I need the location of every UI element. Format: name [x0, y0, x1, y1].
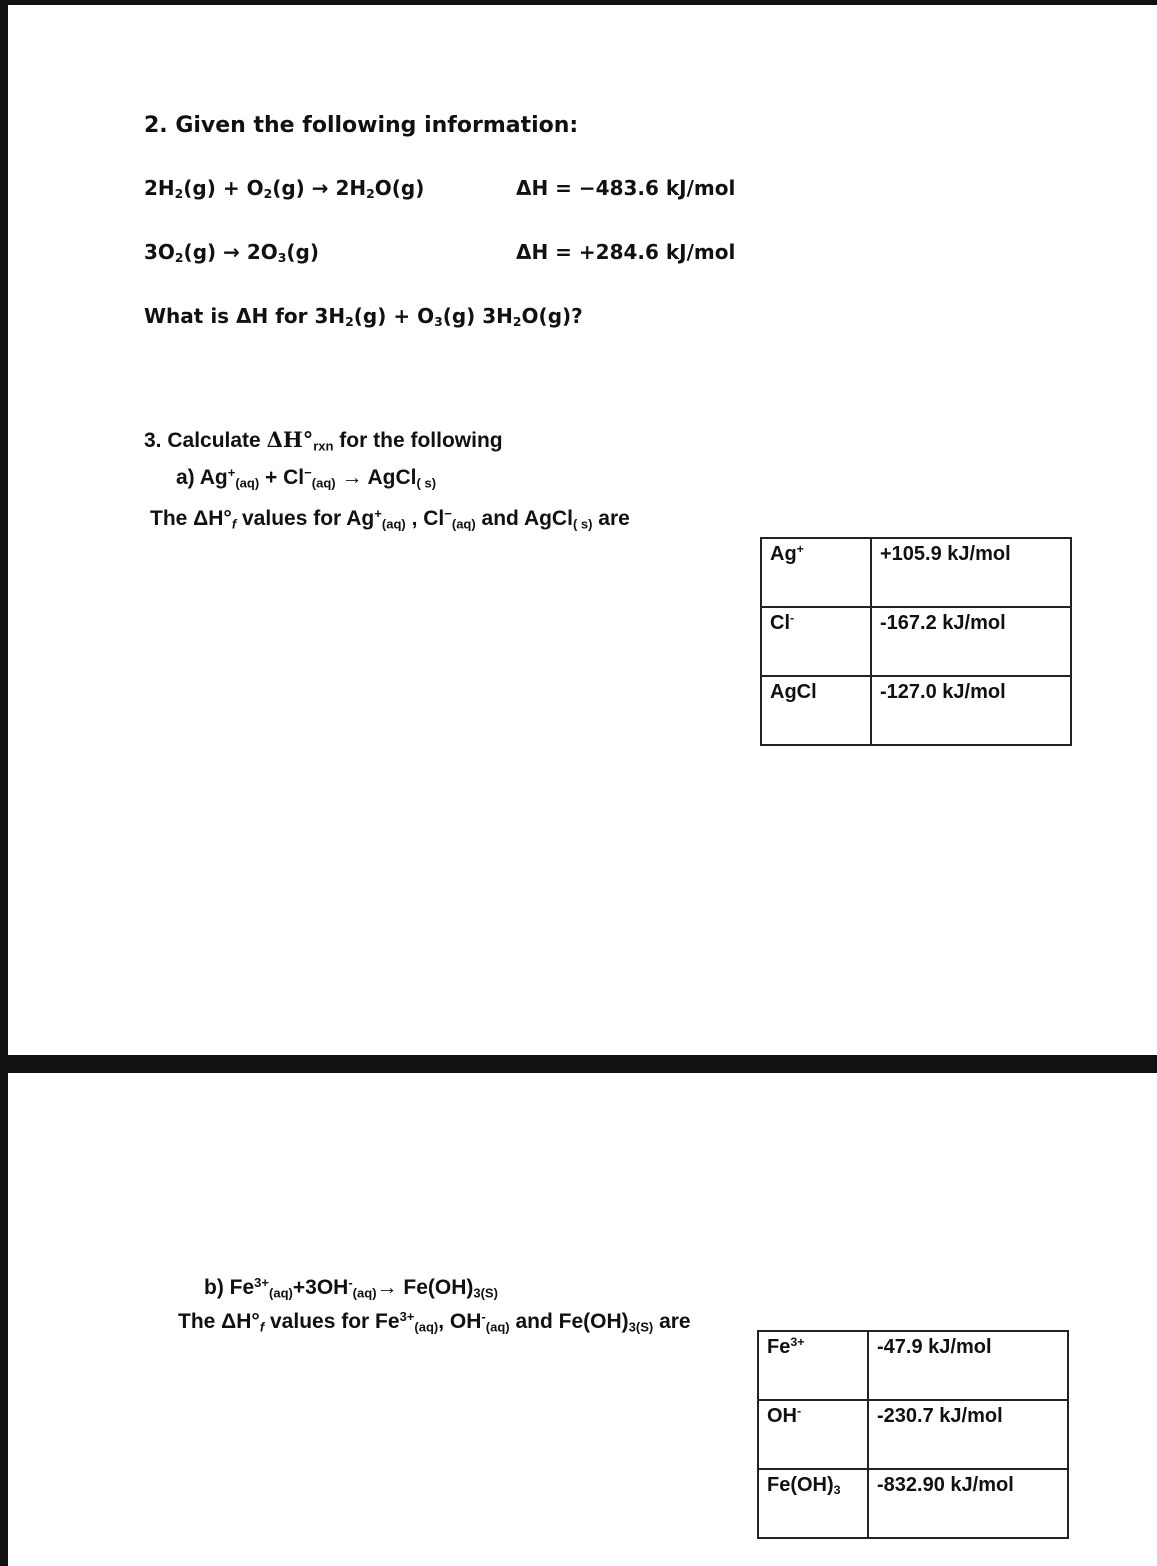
value-cell: -47.9 kJ/mol	[868, 1331, 1068, 1400]
table-row	[761, 538, 1071, 607]
q2-equation-1: $2H_2(g) + O_2(g) \to 2H_2O(g)$	[144, 176, 425, 202]
arrow-icon: →	[335, 466, 368, 489]
species-cell: $Fe(OH)_3$	[758, 1469, 868, 1538]
table-row	[761, 607, 1071, 676]
value-cell: -127.0 kJ/mol	[871, 676, 1071, 745]
table-row	[758, 1331, 1068, 1400]
q3a-reaction: a) $Ag^+_{(aq)} + Cl^-_{(aq)}$ → AgCl$_{( s)}$	[176, 464, 437, 491]
page-divider	[0, 1055, 1157, 1073]
value-cell: -230.7 kJ/mol	[868, 1400, 1068, 1469]
value-cell: -832.90 kJ/mol	[868, 1469, 1068, 1538]
species-cell: Ag+	[761, 538, 871, 607]
q2-question: What is ΔH for $3H_2(g) + O_3(g)$ $3H_2O(g)$?	[144, 304, 583, 330]
left-border-lower	[0, 1073, 8, 1566]
q2-equation-2-enthalpy: ΔH = +284.6 kJ/mol	[516, 240, 736, 264]
species-cell: Cl-	[761, 607, 871, 676]
left-border-upper	[0, 0, 8, 1058]
q3-heading: 3. Calculate $\Delta H^\circ_{rxn}$ for the following	[144, 427, 503, 454]
table-row	[761, 676, 1071, 745]
q3b-reaction: b) $Fe^{3+}_{(aq)}+3OH^-_{(aq)}\to Fe(OH)_{3(S)}$	[204, 1274, 498, 1301]
species-cell: OH-	[758, 1400, 868, 1469]
top-border	[0, 0, 1157, 5]
arrow-icon: →	[311, 176, 329, 200]
q2-heading: 2. Given the following information:	[144, 113, 579, 138]
table-row	[758, 1469, 1068, 1538]
arrow-icon: →	[223, 240, 240, 264]
arrow-icon: →	[376, 1276, 398, 1299]
species-cell: AgCl	[761, 676, 871, 745]
table-row	[758, 1400, 1068, 1469]
species-cell: $Fe^{3+}$	[758, 1331, 868, 1400]
q3b-intro: The $\Delta H^\circ_f$ values for $Fe^{3+}_{(aq)}$, $OH^-_{(aq)}$ and $Fe(OH)_{3(S)}$ are	[178, 1308, 691, 1335]
q3b-enthalpy-table	[757, 1330, 1069, 1539]
q2-equation-2: $3O_2(g) \to 2O_3(g)$	[144, 240, 319, 266]
q3a-enthalpy-table	[760, 537, 1072, 746]
value-cell: +105.9 kJ/mol	[871, 538, 1071, 607]
q2-equation-1-enthalpy: ΔH = −483.6 kJ/mol	[516, 176, 736, 200]
value-cell: -167.2 kJ/mol	[871, 607, 1071, 676]
q3a-intro: The $\Delta H^\circ_f$ values for $Ag^+_{(aq)}$ , $Cl^-_{(aq)}$ and AgCl$_{( s)}$ are	[150, 505, 630, 532]
